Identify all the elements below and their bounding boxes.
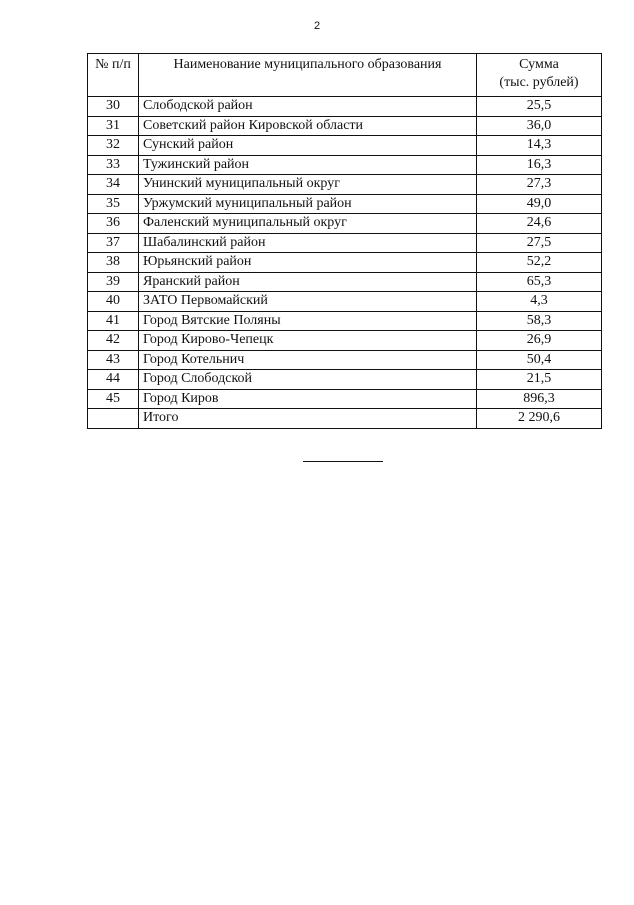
header-municipality-name: Наименование муниципального образования — [139, 54, 477, 97]
row-municipality-name: Яранский район — [139, 272, 477, 292]
row-sum: 58,3 — [477, 311, 602, 331]
row-number: 37 — [88, 233, 139, 253]
table-row — [88, 370, 602, 390]
row-sum: 49,0 — [477, 194, 602, 214]
table-body — [88, 97, 602, 409]
row-number: 30 — [88, 97, 139, 117]
table-row — [88, 97, 602, 117]
table-row — [88, 136, 602, 156]
total-row — [88, 409, 602, 429]
row-sum: 25,5 — [477, 97, 602, 117]
row-number: 45 — [88, 389, 139, 409]
row-number: 41 — [88, 311, 139, 331]
table-row — [88, 350, 602, 370]
end-of-document-rule — [303, 461, 383, 462]
row-municipality-name: Унинский муниципальный округ — [139, 175, 477, 195]
table-row — [88, 311, 602, 331]
row-sum: 14,3 — [477, 136, 602, 156]
table-header-row — [88, 54, 602, 97]
header-sum-unit: (тыс. рублей) — [499, 75, 579, 90]
row-sum: 27,5 — [477, 233, 602, 253]
subsidy-table — [87, 53, 602, 429]
header-sum-title: Сумма — [519, 57, 559, 72]
row-number: 43 — [88, 350, 139, 370]
row-municipality-name: Город Кирово-Чепецк — [139, 331, 477, 351]
row-number: 36 — [88, 214, 139, 234]
row-municipality-name: Сунский район — [139, 136, 477, 156]
row-municipality-name: Уржумский муниципальный район — [139, 194, 477, 214]
row-sum: 27,3 — [477, 175, 602, 195]
row-sum: 21,5 — [477, 370, 602, 390]
header-sum — [477, 54, 602, 97]
table-row — [88, 292, 602, 312]
row-municipality-name: Фаленский муниципальный округ — [139, 214, 477, 234]
row-number: 40 — [88, 292, 139, 312]
row-number: 34 — [88, 175, 139, 195]
row-number: 44 — [88, 370, 139, 390]
row-municipality-name: Советский район Кировской области — [139, 116, 477, 136]
row-sum: 50,4 — [477, 350, 602, 370]
table-row — [88, 155, 602, 175]
row-municipality-name: Слободской район — [139, 97, 477, 117]
header-number: № п/п — [88, 54, 139, 97]
row-number: 33 — [88, 155, 139, 175]
row-municipality-name: Город Киров — [139, 389, 477, 409]
table-row — [88, 233, 602, 253]
table-row — [88, 331, 602, 351]
page-number: 2 — [313, 20, 321, 32]
row-municipality-name: Шабалинский район — [139, 233, 477, 253]
row-number: 32 — [88, 136, 139, 156]
row-sum: 16,3 — [477, 155, 602, 175]
row-number: 42 — [88, 331, 139, 351]
table-row — [88, 214, 602, 234]
table-row — [88, 194, 602, 214]
table-row — [88, 175, 602, 195]
row-number: 31 — [88, 116, 139, 136]
row-number: 39 — [88, 272, 139, 292]
row-number: 38 — [88, 253, 139, 273]
table-row — [88, 116, 602, 136]
row-municipality-name: Город Котельнич — [139, 350, 477, 370]
total-sum: 2 290,6 — [477, 409, 602, 429]
row-sum: 24,6 — [477, 214, 602, 234]
row-number: 35 — [88, 194, 139, 214]
row-municipality-name: Город Слободской — [139, 370, 477, 390]
total-number — [88, 409, 139, 429]
total-label: Итого — [139, 409, 477, 429]
row-municipality-name: Тужинский район — [139, 155, 477, 175]
row-municipality-name: ЗАТО Первомайский — [139, 292, 477, 312]
row-sum: 4,3 — [477, 292, 602, 312]
row-sum: 36,0 — [477, 116, 602, 136]
table-row — [88, 253, 602, 273]
row-sum: 52,2 — [477, 253, 602, 273]
row-sum: 896,3 — [477, 389, 602, 409]
row-municipality-name: Юрьянский район — [139, 253, 477, 273]
row-municipality-name: Город Вятские Поляны — [139, 311, 477, 331]
table-row — [88, 389, 602, 409]
row-sum: 26,9 — [477, 331, 602, 351]
table-row — [88, 272, 602, 292]
row-sum: 65,3 — [477, 272, 602, 292]
